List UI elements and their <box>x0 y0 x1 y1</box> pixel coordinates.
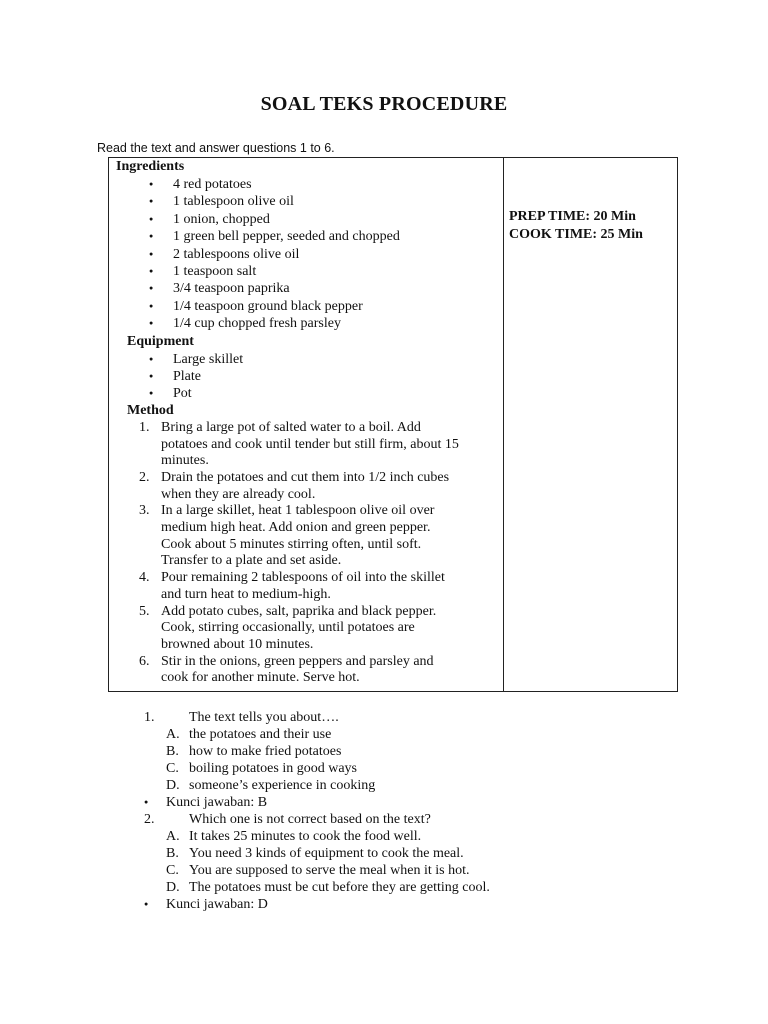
option-letter: D. <box>166 880 180 895</box>
option-text: The potatoes must be cut before they are getting cool. <box>189 880 490 895</box>
bullet-icon: ● <box>149 249 154 258</box>
method-step-text: Stir in the onions, green peppers and parsley and <box>161 653 434 669</box>
ingredient-item: 2 tablespoons olive oil <box>173 246 300 262</box>
equipment-heading: Equipment <box>127 333 194 349</box>
ingredient-item: 1/4 teaspoon ground black pepper <box>173 298 363 314</box>
option-letter: C. <box>166 761 179 776</box>
method-step-text: Cook about 5 minutes stirring often, until soft. <box>161 536 422 552</box>
option-letter: A. <box>166 727 180 742</box>
option-text: how to make fried potatoes <box>189 744 342 759</box>
equipment-item: Pot <box>173 386 192 402</box>
bullet-icon: ● <box>149 389 154 398</box>
method-step-text: Cook, stirring occasionally, until potatoes are <box>161 620 415 636</box>
column-divider <box>503 158 504 691</box>
equipment-item: Plate <box>173 369 201 384</box>
option-letter: B. <box>166 744 179 759</box>
method-step-text: Pour remaining 2 tablespoons of oil into the skillet <box>161 570 445 586</box>
bullet-icon: ● <box>149 284 154 293</box>
method-step-text: Transfer to a plate and set aside. <box>161 553 342 569</box>
method-step-text: cook for another minute. Serve hot. <box>161 670 360 686</box>
bullet-icon: ● <box>149 180 154 188</box>
ingredient-item: 1 tablespoon olive oil <box>173 194 294 210</box>
bullet-icon: ● <box>149 319 154 328</box>
ingredient-item: 1/4 cup chopped fresh parsley <box>173 316 341 332</box>
bullet-icon: ● <box>149 267 154 275</box>
option-text: boiling potatoes in good ways <box>189 761 357 776</box>
method-heading: Method <box>127 402 174 418</box>
recipe-table <box>108 157 678 692</box>
bullet-icon: ● <box>149 372 154 380</box>
method-step-number: 3. <box>139 503 150 519</box>
option-letter: B. <box>166 846 179 861</box>
ingredient-item: 1 green bell pepper, seeded and chopped <box>173 229 400 245</box>
method-step-text: when they are already cool. <box>161 486 316 502</box>
option-text: the potatoes and their use <box>189 727 332 742</box>
time-info <box>509 208 643 244</box>
question-text: The text tells you about…. <box>189 710 339 725</box>
option-text: It takes 25 minutes to cook the food well. <box>189 829 422 844</box>
prep-time: PREP TIME: 20 Min <box>509 209 636 224</box>
option-letter: D. <box>166 778 180 793</box>
method-step-number: 1. <box>139 419 150 435</box>
answer-key: Kunci jawaban: B <box>166 795 268 810</box>
question-text: Which one is not correct based on the text? <box>189 812 431 827</box>
cook-time: COOK TIME: 25 Min <box>509 227 643 242</box>
method-step-text: browned about 10 minutes. <box>161 636 314 652</box>
method-step-number: 2. <box>139 469 150 485</box>
method-step-text: Drain the potatoes and cut them into 1/2 inch cubes <box>161 469 450 485</box>
option-text: You are supposed to serve the meal when it is hot. <box>189 863 470 878</box>
method-step-number: 6. <box>139 653 150 669</box>
method-step-number: 4. <box>139 570 150 586</box>
equipment-item: Large skillet <box>173 351 244 367</box>
answer-key: Kunci jawaban: D <box>166 897 268 912</box>
method-step-text: medium high heat. Add onion and green pepper. <box>161 520 431 535</box>
bullet-icon: ● <box>144 798 149 806</box>
ingredient-item: 1 onion, chopped <box>173 211 270 227</box>
bullet-icon: ● <box>149 354 154 363</box>
method-step-text: potatoes and cook until tender but still firm, about 15 <box>161 436 459 452</box>
question-number: 2. <box>144 812 155 827</box>
option-letter: C. <box>166 863 179 878</box>
option-text: You need 3 kinds of equipment to cook the meal. <box>189 846 464 861</box>
method-step-text: and turn heat to medium-high. <box>161 586 331 602</box>
question-number: 1. <box>144 710 155 725</box>
page-title: SOAL TEKS PROCEDURE <box>260 93 508 115</box>
bullet-icon: ● <box>149 214 154 223</box>
ingredient-item: 4 red potatoes <box>173 177 252 192</box>
bullet-icon: ● <box>144 900 149 908</box>
method-step-text: minutes. <box>161 453 209 469</box>
bullet-icon: ● <box>149 301 154 310</box>
method-step-text: Add potato cubes, salt, paprika and black pepper. <box>161 603 437 619</box>
bullet-icon: ● <box>149 197 154 206</box>
method-step-number: 5. <box>139 603 150 619</box>
instruction-text: Read the text and answer questions 1 to 6. <box>97 141 335 155</box>
option-text: someone’s experience in cooking <box>189 778 376 793</box>
ingredients-heading: Ingredients <box>116 159 185 174</box>
method-step-text: Bring a large pot of salted water to a boil. Add <box>161 419 421 435</box>
ingredient-item: 1 teaspoon salt <box>173 264 257 279</box>
option-letter: A. <box>166 829 180 844</box>
bullet-icon: ● <box>149 232 154 241</box>
method-step-text: In a large skillet, heat 1 tablespoon olive oil over <box>161 503 435 519</box>
ingredient-item: 3/4 teaspoon paprika <box>173 281 290 297</box>
